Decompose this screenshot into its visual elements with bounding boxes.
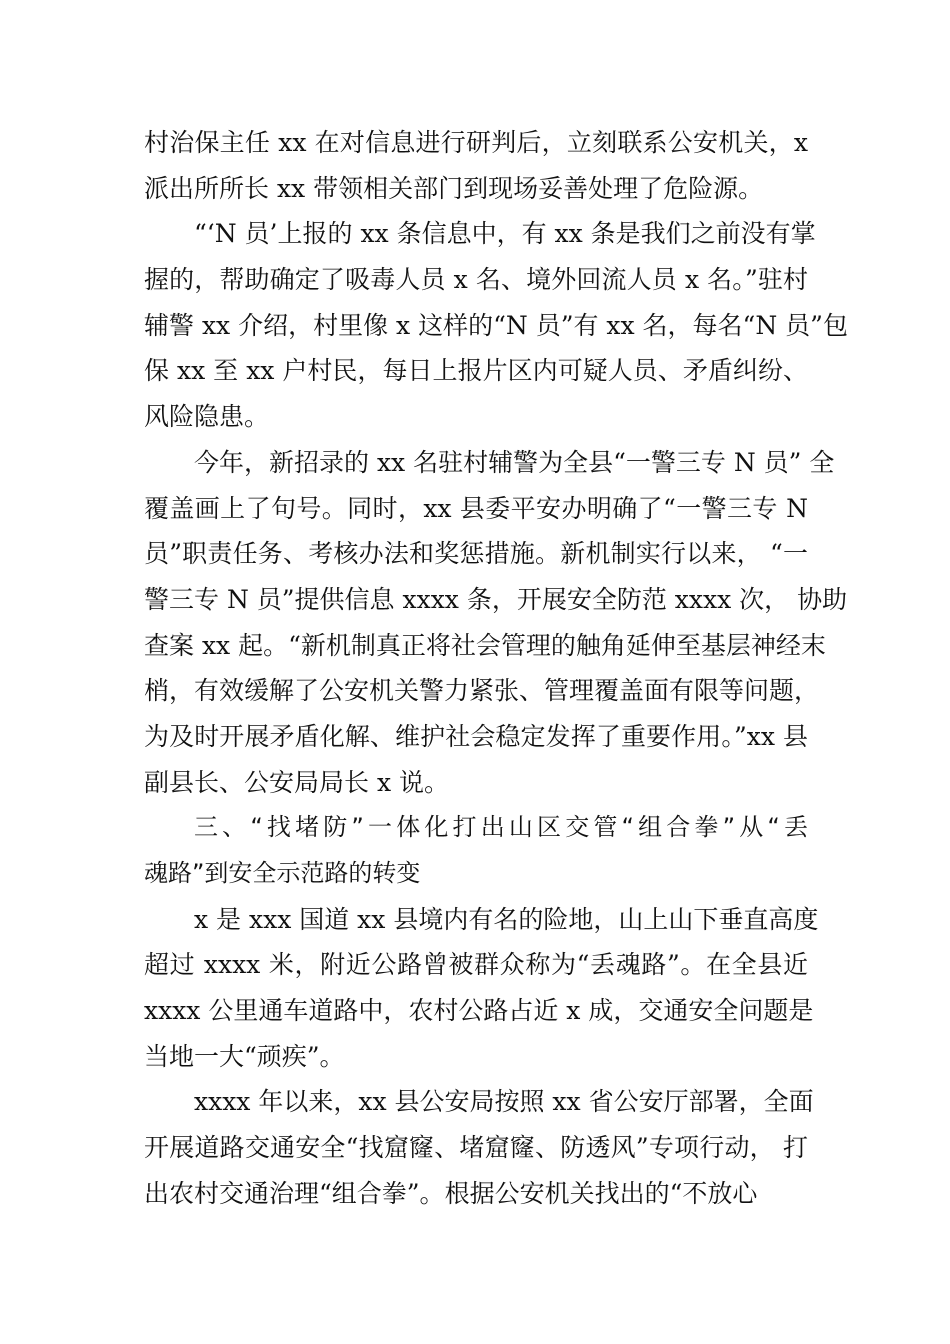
body-text [144,120,848,1217]
paragraph-line: 今年，新招录的 xx 名驻村辅警为全县“一警三专 N 员” 全 [194,447,835,477]
paragraph-line: 握的，帮助确定了吸毒人员 x 名、境外回流人员 x 名。”驻村 [144,265,808,295]
paragraph-line: 梢，有效缓解了公安机关警力紧张、管理覆盖面有限等问题， [144,676,820,706]
paragraph-line: 开展道路交通安全“找窟窿、堵窟窿、防透风”专项行动， 打 [144,1133,808,1163]
paragraph-line: “‘N 员’上报的 xx 条信息中，有 xx 条是我们之前没有掌 [194,219,816,249]
paragraph-line: 超过 xxxx 米，附近公路曾被群众称为“丢魂路”。在全县近 [144,950,808,980]
paragraph-line: 当地一大“顽疾”。 [144,1041,345,1071]
paragraph-line: 村治保主任 xx 在对信息进行研判后，立刻联系公安机关，x [144,128,808,157]
paragraph-line: 保 xx 至 xx 户村民，每日上报片区内可疑人员、矛盾纠纷、 [144,356,808,386]
paragraph-line: 覆盖画上了句号。同时，xx 县委平安办明确了“一警三专 N [144,493,808,523]
paragraph-line: x 是 xxx 国道 xx 县境内有名的险地，山上山下垂直高度 [194,904,819,934]
paragraph-line: 风险隐患。 [144,402,270,432]
paragraph-line: 警三专 N 员”提供信息 xxxx 条，开展安全防范 xxxx 次， 协助 [144,584,848,614]
paragraph-line: 查案 xx 起。“新机制真正将社会管理的触角延伸至基层神经末 [144,630,826,660]
paragraph-line: xxxx 公里通车道路中，农村公路占近 x 成，交通安全问题是 [144,996,814,1026]
paragraph-line: xxxx 年以来，xx 县公安局按照 xx 省公安厅部署，全面 [194,1087,814,1117]
paragraph-line: 出农村交通治理“组合拳”。根据公安机关找出的“不放心 [144,1178,758,1208]
paragraph-line: 员”职责任务、考核办法和奖惩措施。新机制实行以来， “一 [144,539,808,569]
section-heading-line: 三、“找堵防”一体化打出山区交管“组合拳”从“丢 [194,813,808,842]
paragraph-line: 派出所所长 xx 带领相关部门到现场妥善处理了危险源。 [144,173,764,203]
paragraph-line: 为及时开展矛盾化解、维护社会稳定发挥了重要作用。”xx 县 [144,721,808,751]
section-heading-line: 魂路”到安全示范路的转变 [144,859,421,887]
paragraph-line: 辅警 xx 介绍，村里像 x 这样的“N 员”有 xx 名，每名“N 员”包 [144,310,848,340]
paragraph-line: 副县长、公安局局长 x 说。 [144,767,449,797]
